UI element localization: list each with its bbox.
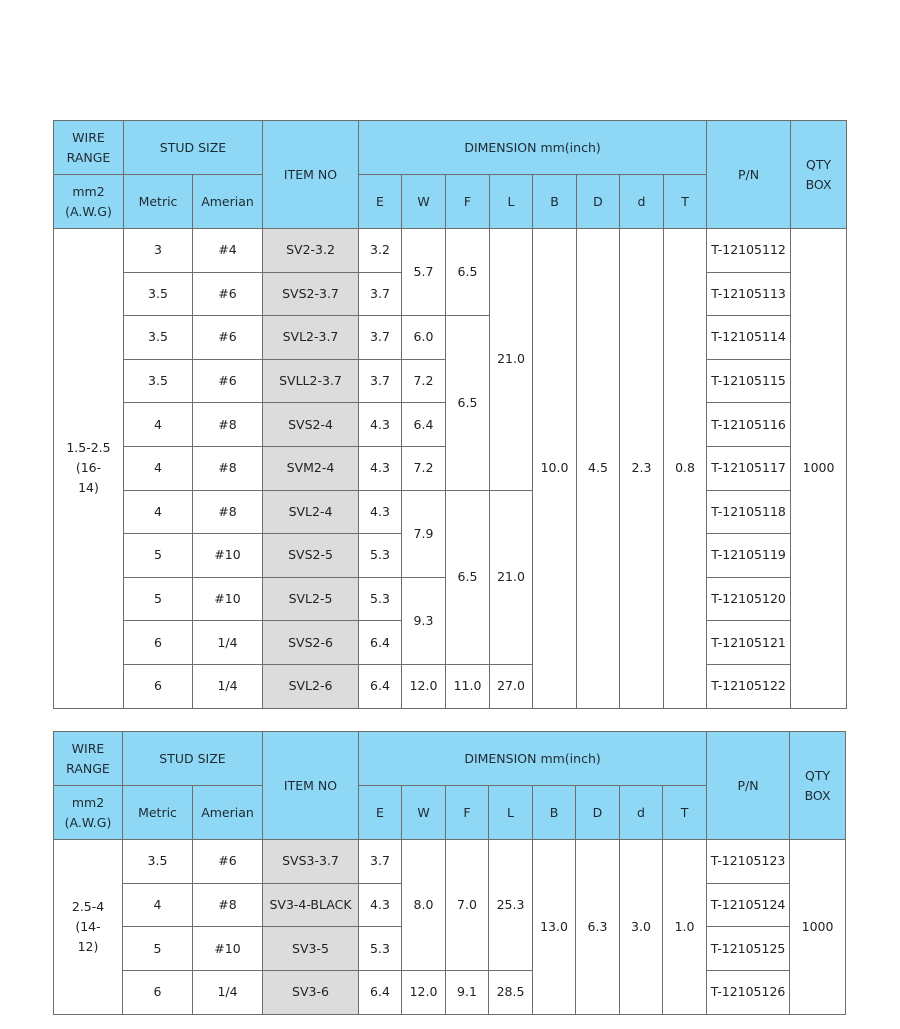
table-row [54,229,847,273]
pn-cell: T-12105121 [707,621,791,665]
header-dim-b: B [533,175,577,229]
item-no-cell: SVL2-4 [263,490,359,534]
dim-e-cell: 3.7 [359,316,402,360]
header-dimension: DIMENSION mm(inch) [359,732,707,786]
dim-w-cell: 12.0 [402,664,446,708]
header-dim-f: F [446,786,489,840]
header-amerian: Amerian [193,786,263,840]
pn-cell: T-12105123 [707,840,790,884]
header-dim-e: E [359,175,402,229]
qty-box-cell: 1000 [790,840,846,1015]
dim-b-cell: 13.0 [533,840,576,1015]
table-row [54,664,847,708]
metric-cell: 5 [124,534,193,578]
dim-e-cell: 4.3 [359,403,402,447]
table-row [54,316,847,360]
item-no-cell: SV3-4-BLACK [263,883,359,927]
qty-box-cell: 1000 [791,229,847,709]
metric-cell: 4 [124,490,193,534]
amerian-cell: #6 [193,840,263,884]
item-no-cell: SV2-3.2 [263,229,359,273]
item-no-cell: SVL2-6 [263,664,359,708]
dim-l-cell: 27.0 [490,664,533,708]
dim-l-cell: 21.0 [490,229,533,491]
item-no-cell: SVL2-3.7 [263,316,359,360]
dim-e-cell: 3.2 [359,229,402,273]
header-dim-w: W [402,175,446,229]
metric-cell: 3 [124,229,193,273]
metric-cell: 3.5 [124,316,193,360]
pn-cell: T-12105116 [707,403,791,447]
metric-cell: 3.5 [124,272,193,316]
dim-f-cell: 11.0 [446,664,490,708]
header-dim-l: L [489,786,533,840]
pn-cell: T-12105126 [707,971,790,1015]
metric-cell: 5 [124,577,193,621]
amerian-cell: #8 [193,403,263,447]
amerian-cell: #6 [193,272,263,316]
item-no-cell: SVS2-4 [263,403,359,447]
amerian-cell: #8 [193,490,263,534]
metric-cell: 3.5 [123,840,193,884]
header-dim-d-lower: d [620,175,664,229]
header-stud-size: STUD SIZE [124,121,263,175]
metric-cell: 6 [123,971,193,1015]
dim-w-cell: 9.3 [402,577,446,664]
item-no-cell: SVS2-3.7 [263,272,359,316]
header-dim-w: W [402,786,446,840]
header-item-no: ITEM NO [263,121,359,229]
header-dim-t: T [663,786,707,840]
dim-e-cell: 5.3 [359,927,402,971]
spec-table-2 [53,731,846,1015]
dim-f-cell: 6.5 [446,229,490,316]
dim-e-cell: 5.3 [359,577,402,621]
header-dim-l: L [490,175,533,229]
item-no-cell: SVS2-6 [263,621,359,665]
header-qty-box: QTY BOX [791,121,847,229]
dim-w-cell: 5.7 [402,229,446,316]
item-no-cell: SVM2-4 [263,446,359,490]
header-dim-d-upper: D [576,786,620,840]
pn-cell: T-12105113 [707,272,791,316]
dim-e-cell: 4.3 [359,490,402,534]
amerian-cell: #8 [193,883,263,927]
item-no-cell: SV3-6 [263,971,359,1015]
dim-w-cell: 12.0 [402,971,446,1015]
pn-cell: T-12105120 [707,577,791,621]
header-pn: P/N [707,732,790,840]
pn-cell: T-12105118 [707,490,791,534]
amerian-cell: #6 [193,316,263,360]
header-qty-box: QTY BOX [790,732,846,840]
dim-e-cell: 4.3 [359,446,402,490]
pn-cell: T-12105115 [707,359,791,403]
dim-w-cell: 7.2 [402,446,446,490]
spec-table-1 [53,120,847,709]
item-no-cell: SVL2-5 [263,577,359,621]
dim-l-cell: 25.3 [489,840,533,971]
dim-d-upper-cell: 6.3 [576,840,620,1015]
amerian-cell: 1/4 [193,621,263,665]
header-wire-range: WIRE RANGE [54,121,124,175]
dim-e-cell: 5.3 [359,534,402,578]
header-stud-size: STUD SIZE [123,732,263,786]
item-no-cell: SVLL2-3.7 [263,359,359,403]
header-dim-d-upper: D [577,175,620,229]
amerian-cell: #4 [193,229,263,273]
dim-t-cell: 0.8 [664,229,707,709]
pn-cell: T-12105112 [707,229,791,273]
dim-e-cell: 3.7 [359,272,402,316]
header-mm2-awg: mm2 (A.W.G) [54,786,123,840]
header-dimension: DIMENSION mm(inch) [359,121,707,175]
item-no-cell: SVS3-3.7 [263,840,359,884]
pn-cell: T-12105125 [707,927,790,971]
header-dim-f: F [446,175,490,229]
header-mm2-awg: mm2 (A.W.G) [54,175,124,229]
metric-cell: 6 [124,664,193,708]
pn-cell: T-12105119 [707,534,791,578]
dim-w-cell: 7.9 [402,490,446,577]
metric-cell: 4 [123,883,193,927]
header-dim-d-lower: d [620,786,663,840]
amerian-cell: #10 [193,577,263,621]
dim-e-cell: 3.7 [359,840,402,884]
dim-e-cell: 3.7 [359,359,402,403]
dim-d-lower-cell: 2.3 [620,229,664,709]
header-item-no: ITEM NO [263,732,359,840]
table-row [54,840,846,884]
dim-d-lower-cell: 3.0 [620,840,663,1015]
dim-e-cell: 6.4 [359,664,402,708]
dim-f-cell: 6.5 [446,316,490,490]
pn-cell: T-12105124 [707,883,790,927]
dim-t-cell: 1.0 [663,840,707,1015]
dim-e-cell: 6.4 [359,621,402,665]
dim-w-cell: 6.4 [402,403,446,447]
wire-range-cell: 1.5-2.5 (16-14) [54,229,124,709]
header-dim-t: T [664,175,707,229]
amerian-cell: #8 [193,446,263,490]
dim-d-upper-cell: 4.5 [577,229,620,709]
dim-e-cell: 4.3 [359,883,402,927]
metric-cell: 4 [124,403,193,447]
table-row [54,971,846,1015]
dim-w-cell: 8.0 [402,840,446,971]
amerian-cell: #6 [193,359,263,403]
amerian-cell: #10 [193,534,263,578]
header-amerian: Amerian [193,175,263,229]
item-no-cell: SV3-5 [263,927,359,971]
wire-range-cell: 2.5-4 (14-12) [54,840,123,1015]
dim-w-cell: 6.0 [402,316,446,360]
header-dim-b: B [533,786,576,840]
metric-cell: 5 [123,927,193,971]
dim-f-cell: 9.1 [446,971,489,1015]
pn-cell: T-12105117 [707,446,791,490]
dim-f-cell: 6.5 [446,490,490,664]
metric-cell: 4 [124,446,193,490]
metric-cell: 6 [124,621,193,665]
header-metric: Metric [123,786,193,840]
dim-w-cell: 7.2 [402,359,446,403]
amerian-cell: 1/4 [193,971,263,1015]
amerian-cell: #10 [193,927,263,971]
dim-l-cell: 28.5 [489,971,533,1015]
header-metric: Metric [124,175,193,229]
dim-l-cell: 21.0 [490,490,533,664]
item-no-cell: SVS2-5 [263,534,359,578]
metric-cell: 3.5 [124,359,193,403]
dim-e-cell: 6.4 [359,971,402,1015]
dim-f-cell: 7.0 [446,840,489,971]
header-dim-e: E [359,786,402,840]
pn-cell: T-12105122 [707,664,791,708]
amerian-cell: 1/4 [193,664,263,708]
header-wire-range: WIRE RANGE [54,732,123,786]
header-pn: P/N [707,121,791,229]
table-row [54,490,847,534]
pn-cell: T-12105114 [707,316,791,360]
dim-b-cell: 10.0 [533,229,577,709]
